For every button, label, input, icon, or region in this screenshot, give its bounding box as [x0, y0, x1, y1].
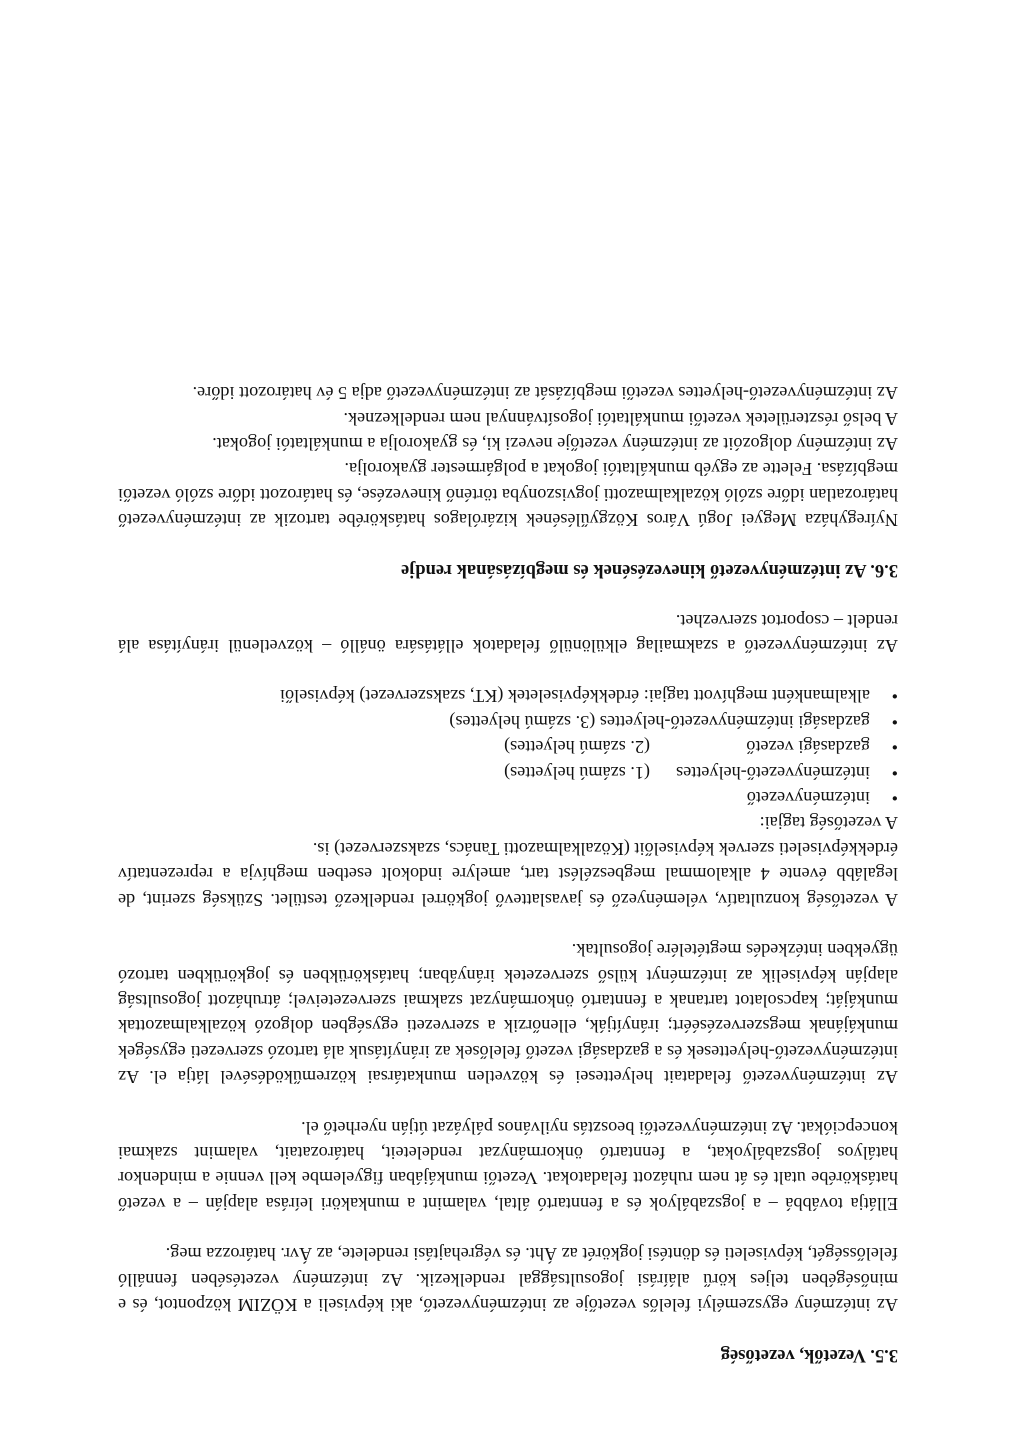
paragraph: Nyíregyháza Megyei Jogú Város Közgyűlésének kizárólagos hatáskörébe tartozik az intézményvezető határozatlan időre szóló közalkalmazotti jogviszonyba történő kinevezése, és határozott időre szóló vezetői megbízása. Felette az egyéb munkáltatói jogokat a polgármester gyakorolja.	[118, 459, 898, 531]
member-name: intézményvezető-helyettes	[676, 762, 870, 783]
member-note: (2. számú helyettes)	[504, 737, 650, 758]
member-note: (1. számú helyettes)	[504, 762, 650, 783]
paragraph: Ellátja továbbá – a jogszabályok és a fenntartó által, valamint a munkaköri leírása alapján – a vezető hatáskörébe utalt és át nem ruházott feladatokat. Vezetői munkájában figyelembe kell vennie a mindenkor hatályos jogszabályokat, a fenntartó önkormányzat rendeleteit, határozatait, valamint szakmai koncepciókat. Az intézményvezetői beosztás nyilvános pályázat útján nyerhető el.	[118, 1117, 898, 1214]
list-item	[118, 785, 898, 810]
member-name: gazdasági vezető	[746, 737, 870, 758]
list-intro: A vezetőség tagjai:	[759, 813, 898, 834]
list-item	[118, 708, 898, 733]
paragraph: Az intézményvezető-helyettes vezetői megbízását az intézményvezető adja 5 év határozott időre.	[192, 383, 898, 404]
bullet-icon: •	[891, 711, 898, 732]
document-body	[118, 355, 898, 1367]
list-item	[118, 734, 898, 759]
paragraph: A belső részterületek vezetői munkáltatói jogosítvánnyal nem rendelkeznek.	[343, 408, 898, 429]
bullet-icon: •	[891, 686, 898, 707]
paragraph: Az intézmény dolgozóit az intézmény vezetője nevezi ki, és gyakorolja a munkáltatói jogokat.	[212, 434, 898, 455]
paragraph: Az intézmény egyszemélyi felelős vezetője az intézményvezető, aki képviseli a KÖZIM központot, és e minőségében teljes körű aláírási jogosultsággal rendelkezik. Az intézmény vezetésében fennálló felelősségét, képviseleti és döntési jogkörét az Áht. és végrehajtási rendelete, az Ávr. határozza meg.	[118, 1244, 898, 1315]
bullet-icon: •	[891, 737, 898, 758]
bullet-icon: •	[891, 788, 898, 809]
member-name: alkalmanként meghívott tagjai: érdekképviseletek (KT, szakszervezet) képviselői	[279, 686, 870, 707]
members-list	[118, 683, 898, 810]
list-item	[118, 759, 898, 784]
member-name: intézményvezető	[746, 788, 870, 809]
section-heading: 3.5. Vezetők, vezetőség	[720, 1345, 898, 1365]
section-heading: 3.6. Az intézményvezető kinevezésének és megbízásának rendje	[400, 560, 898, 581]
paragraph: Az intézményvezető a szakmailag elkülönülő feladatok ellátására önálló – közvetlenül irányítása alá rendelt – csoportot szervezhet.	[118, 610, 898, 657]
list-item	[118, 683, 898, 708]
bullet-icon: •	[891, 762, 898, 783]
paragraph: Az intézményvezető feladatait helyettesei és közvetlen munkatársai közreműködésével látja el. Az intézményvezető-helyettesek és a gazdasági vezető felelősek az irányításuk alá tartozó szervezeti egységek munkájának megszervezéséért; irányítják, ellenőrzik a szervezeti egységben dolgozó közalkalmazottak munkáját; kapcsolatot tartanak a fenntartó önkormányzat szakmai szervezeteivel; átruházott jogosultság alapján képviselik az intézményt külső szervezetek irányában; hatáskörükben és jogkörükben tartozó ügyekben intézkedés megtételére jogosultak.	[118, 940, 898, 1088]
member-name: gazdasági intézményvezető-helyettes (3. számú helyettes)	[449, 711, 870, 732]
paragraph: A vezetőség konzultatív, véleményező és javaslattevő jogkörrel rendelkező testület. Szükség szerint, de legalább évente 4 alkalommal megbeszélést tart, amelyre indokolt esetben meghívja a reprezentatív érdekképviseleti szervek képviselőit (Közalkalmazotti Tanács, szakszervezet) is.	[118, 838, 898, 910]
